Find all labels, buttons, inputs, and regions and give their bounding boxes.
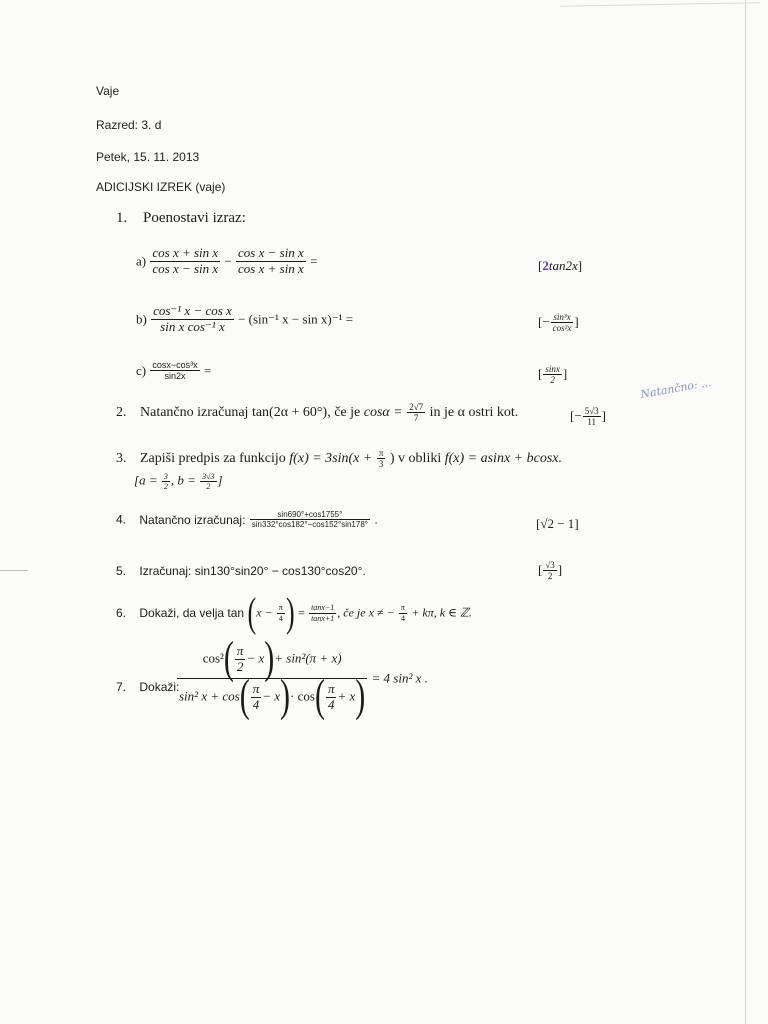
- task4-frac-den: sin332°cos182°−cos152°sin178°: [251, 520, 368, 530]
- task3-answer-a-fraction: [162, 472, 170, 491]
- task1b-label: b): [136, 311, 147, 327]
- task2-cos: cosα =: [363, 405, 403, 421]
- task3-b-den: 2: [200, 481, 216, 491]
- task1c-answer: [ $\frac{\sin x}{2}$ ]: [538, 364, 568, 386]
- task4-line: 4. Natančno izračunaj: $\frac{\sin 690^\circ+\cos 1755^\circ}{\sin 332^\circ\cos 182^\circ-\cos 152^\circ\sin 178^\circ}$ .: [116, 510, 378, 530]
- task3-number: 3.: [116, 451, 127, 467]
- task1a-num1: cos x + sin x: [152, 245, 219, 260]
- header-class: Razred: 3. d: [96, 118, 162, 132]
- task2-answer-num: 5√3: [584, 406, 599, 416]
- task7-text: Dokaži:: [139, 680, 180, 694]
- task6-number: 6.: [116, 606, 127, 620]
- task2-answer-sign: −: [574, 407, 582, 423]
- task1c-answer-fraction: [543, 364, 562, 386]
- task1-number: 1.: [116, 210, 128, 226]
- task3-a-den: 2: [163, 482, 168, 492]
- task1c-label: c): [136, 362, 147, 378]
- task7-den-plus-x: + x: [337, 688, 356, 704]
- task4-fraction: [250, 510, 370, 529]
- task6-line: 6. Dokaži, da velja tan (x − $\frac{\pi}{4}$ ) = $\frac{\tan x-1}{\tan x+1}$ , če je x ≠ − $\frac{\pi}{4}$ + kπ, k ∈ ℤ.: [116, 589, 472, 636]
- task4-text: Natančno izračunaj:: [139, 512, 246, 527]
- task5-answer-den: 2: [543, 570, 556, 581]
- task3-answer-b-fraction: [200, 472, 216, 491]
- task1a-equals: =: [310, 253, 318, 269]
- task5-text: Izračunaj: sin130°sin20° − cos130°cos20°.: [139, 564, 366, 578]
- task3-text1: Zapiši predpis za funkcijo: [140, 451, 286, 467]
- task7-den-four1: 4: [251, 697, 262, 713]
- task3-pi-num: π: [378, 448, 384, 458]
- task6-pi-fraction: [277, 603, 285, 622]
- task6-pi-den: 4: [277, 613, 285, 623]
- task7-num-pi-fraction: [235, 644, 246, 675]
- task1-heading: [116, 210, 246, 227]
- task1c-equals: =: [203, 362, 212, 378]
- task7-number: 7.: [116, 680, 127, 694]
- task3-a-num: 3: [163, 472, 168, 481]
- task6-rhs-fraction: [309, 603, 336, 622]
- task2-line: [116, 402, 518, 424]
- task1a-den1: cos x − sin x: [152, 260, 219, 276]
- task7-den-pi1: π: [252, 680, 260, 696]
- task7-rhs: = 4 sin² x .: [371, 670, 428, 686]
- task2-answer: [− $\frac{5√3}{11}$ ]: [570, 406, 606, 428]
- task3-form: f(x) = asinx + bcosx.: [444, 451, 562, 467]
- task1a-label: a): [136, 253, 147, 269]
- task6-cond-fraction: [399, 603, 407, 622]
- task5-answer: [ $\frac{√3}{2}$ ]: [538, 560, 563, 582]
- task1b-answer-num: sin³x: [553, 312, 571, 322]
- task7-num-minus-x: − x: [246, 650, 265, 666]
- task2-text2: in je α ostri kot.: [429, 405, 519, 421]
- task7-label: [116, 680, 179, 694]
- task7-fraction: [177, 633, 367, 722]
- task6-equals: =: [297, 605, 305, 620]
- handwritten-margin-note: Natančno: ...: [639, 375, 713, 402]
- task1a-answer-handwritten: 2: [542, 258, 549, 273]
- task4-number: 4.: [116, 512, 127, 527]
- task1b-rest: − (sin⁻¹ x − sin x)⁻¹ =: [238, 311, 354, 327]
- task3-line: [116, 448, 562, 470]
- task7-expression: [176, 633, 428, 722]
- task7-num-cos: cos²: [202, 650, 224, 666]
- task1b-answer-den: cos²x: [552, 323, 572, 334]
- task1b-answer-fraction: [551, 312, 574, 334]
- scan-margin-mark: [0, 570, 28, 571]
- task5-number: 5.: [116, 564, 127, 578]
- task1c-den: sin2x: [150, 370, 199, 381]
- task6-arg: x −: [256, 605, 273, 620]
- task4-answer-text: √2 − 1: [540, 516, 575, 531]
- task7-num-rest: + sin²(π + x): [274, 650, 342, 666]
- task1c-expression: [136, 360, 211, 382]
- task1c-answer-num: sinx: [545, 364, 560, 374]
- task1b-den: sin x cos⁻¹ x: [151, 319, 234, 335]
- task1a-num2: cos x − sin x: [238, 245, 304, 260]
- page-edge-line: [745, 0, 746, 1024]
- task1a-answer: [2tan2x]: [538, 258, 583, 273]
- task7-num-pi: π: [236, 643, 244, 658]
- task2-fraction: [407, 402, 425, 424]
- header-title: Vaje: [96, 84, 120, 98]
- task6-rhs-num: tanx−1: [311, 603, 335, 613]
- task2-number: 2.: [116, 405, 127, 421]
- task7-den-pi-fraction2: [326, 682, 337, 713]
- task1a-fraction2: [236, 246, 306, 277]
- task6-text: Dokaži, da velja tan: [139, 606, 245, 620]
- task5-line: [116, 564, 366, 578]
- task1a-den2: cos x + sin x: [238, 260, 304, 276]
- task1a-answer-text: tan2x: [548, 258, 578, 273]
- task3-pi-den: 3: [377, 458, 386, 469]
- task1b-num: cos⁻¹ x − cos x: [153, 303, 232, 318]
- task1b-fraction: [151, 304, 234, 335]
- task1c-fraction: [150, 360, 199, 382]
- task3-answer-b: , b =: [170, 472, 196, 488]
- task5-answer-fraction: [543, 560, 556, 582]
- task4-answer: [√2 − 1]: [536, 516, 579, 531]
- task7-den-pi2: π: [327, 680, 335, 696]
- task7-denominator: sin² x + cos( $\frac{\pi}{4}$ − x)· cos( $\frac{\pi}{4}$ + x): [179, 671, 366, 722]
- header-date: Petek, 15. 11. 2013: [96, 150, 200, 164]
- task6-pi-num: π: [278, 603, 283, 613]
- task6-cond-den: 4: [399, 613, 407, 623]
- task6-cond-num: π: [400, 603, 405, 613]
- task1a-fraction1: [150, 246, 220, 277]
- task2-answer-fraction: [583, 406, 601, 428]
- task5-answer-num: √3: [545, 560, 555, 570]
- task1b-expression: [136, 304, 353, 335]
- task6-condition2: + kπ, k ∈ ℤ.: [411, 605, 472, 620]
- task1a-minus: −: [224, 253, 232, 269]
- task6-rhs-den: tanx+1: [311, 613, 335, 623]
- task3-answer-a: a =: [139, 472, 158, 488]
- task7-den-pi-fraction1: [251, 682, 262, 713]
- task2-text1: Natančno izračunaj tan(2α + 60°), če je: [140, 405, 361, 421]
- task3-pi-fraction: [377, 448, 386, 470]
- task3-answer: [a = $\frac{3}{2}$ , b = $\frac{3√3}{2}$ ]: [134, 472, 223, 492]
- task3-b-num: 3√3: [202, 472, 215, 481]
- task7-den-four2: 4: [326, 697, 337, 713]
- task2-answer-den: 11: [583, 416, 601, 427]
- page-top-edge: [560, 2, 760, 6]
- task7-num-two: 2: [235, 659, 246, 675]
- task2-frac-num: 2√7: [409, 402, 424, 412]
- task3-text2: ) v obliki: [389, 451, 442, 467]
- task7-den-left: sin² x + cos: [179, 688, 240, 704]
- header-topic: ADICIJSKI IZREK (vaje): [96, 180, 226, 194]
- task1b-answer: [− $\frac{\text{sin³x}}{\text{cos²x}}$ ]: [538, 312, 579, 334]
- task1c-num: cosx−cos³x: [152, 360, 198, 370]
- task6-condition1: , če je x ≠ −: [337, 605, 395, 620]
- task7-den-dot: · cos: [290, 688, 315, 704]
- task1a-expression: [136, 246, 317, 277]
- task1-text: Poenostavi izraz:: [143, 210, 246, 226]
- task2-frac-den: 7: [407, 412, 425, 423]
- task1c-answer-den: 2: [543, 374, 562, 385]
- task3-fx: f(x) = 3sin(x +: [289, 451, 373, 467]
- task7-den-minus-x: − x: [262, 688, 281, 704]
- task4-frac-num: sin690°+cos1755°: [277, 510, 343, 519]
- task7-numerator: cos²( $\frac{\pi}{2}$ − x)+ sin²(π + x): [202, 633, 342, 684]
